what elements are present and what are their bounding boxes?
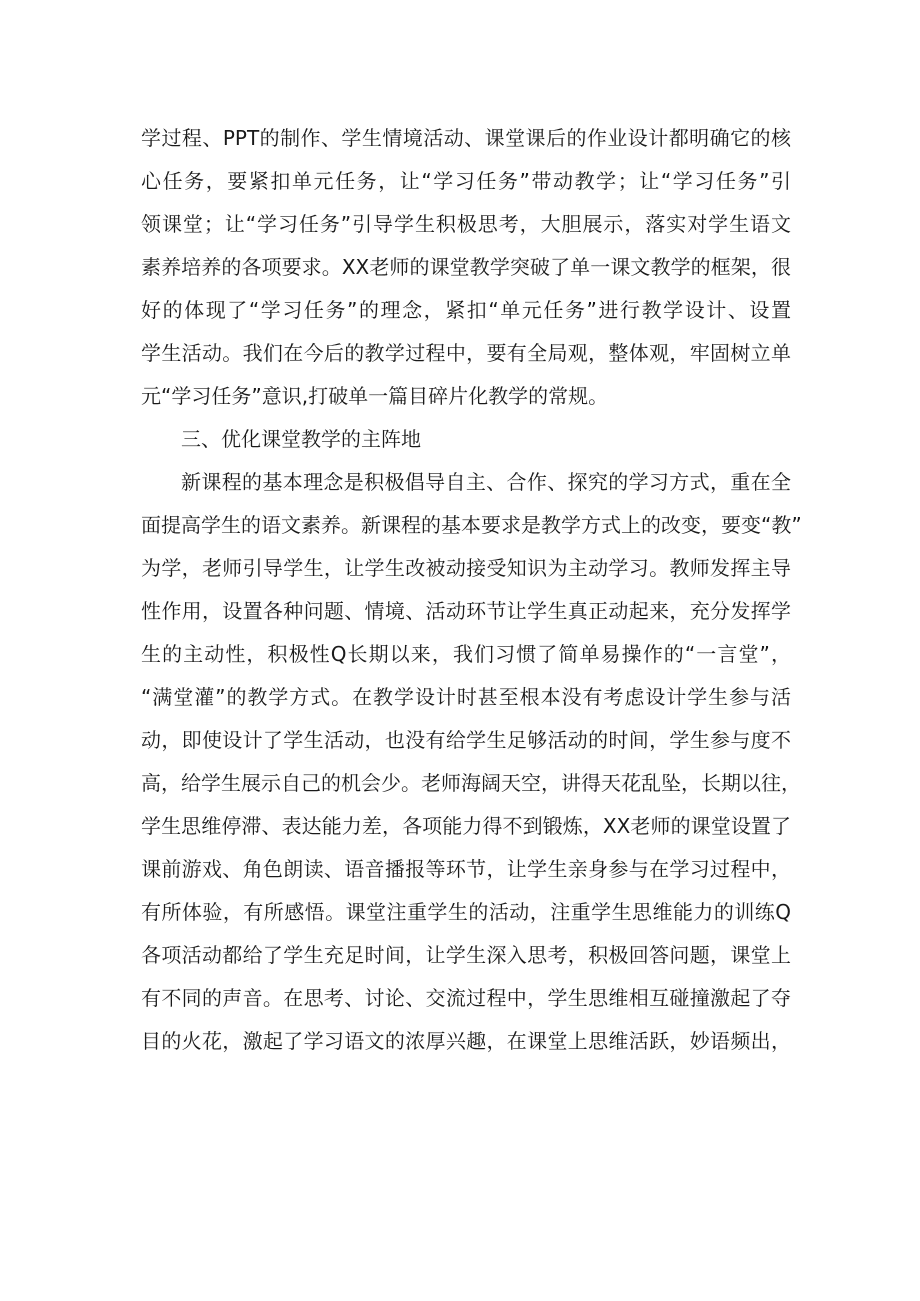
paragraph-line: 目的火花，激起了学习语文的浓厚兴趣，在课堂上思维活跃，妙语频出， xyxy=(141,1029,791,1053)
paragraph-line: 学生活动。我们在今后的教学过程中，要有全局观，整体观，牢固树立单 xyxy=(141,341,791,365)
paragraph-line: 领课堂；让“学习任务”引导学生积极思考，大胆展示，落实对学生语文 xyxy=(141,212,791,236)
section-heading: 三、优化课堂教学的主阵地 xyxy=(181,427,421,451)
paragraph-line: 元“学习任务”意识,打破单一篇目碎片化教学的常规。 xyxy=(141,384,609,408)
paragraph-line: 高，给学生展示自己的机会少。老师海阔天空，讲得天花乱坠，长期以往， xyxy=(141,771,801,795)
paragraph-line: 为学，老师引导学生，让学生改被动接受知识为主动学习。教师发挥主导 xyxy=(141,556,791,580)
paragraph-line: 学生思维停滞、表达能力差，各项能力得不到锻炼，XX老师的课堂设置了 xyxy=(141,814,791,838)
paragraph-line: 心任务，要紧扣单元任务，让“学习任务”带动教学；让“学习任务”引 xyxy=(141,169,791,193)
paragraph-line: 新课程的基本理念是积极倡导自主、合作、探究的学习方式，重在全 xyxy=(181,470,791,494)
paragraph-line: 生的主动性，积极性Q长期以来，我们习惯了简单易操作的“一言堂”， xyxy=(141,642,791,666)
paragraph-line: 课前游戏、角色朗读、语音播报等环节，让学生亲身参与在学习过程中， xyxy=(141,857,791,881)
paragraph-line: 动，即使设计了学生活动，也没有给学生足够活动的时间，学生参与度不 xyxy=(141,728,791,752)
paragraph-line: 性作用，设置各种问题、情境、活动环节让学生真正动起来，充分发挥学 xyxy=(141,599,791,623)
paragraph-line: 有不同的声音。在思考、讨论、交流过程中，学生思维相互碰撞激起了夺 xyxy=(141,986,791,1010)
paragraph-line: 素养培养的各项要求。XX老师的课堂教学突破了单一课文教学的框架，很 xyxy=(141,255,791,279)
paragraph-line: 有所体验，有所感悟。课堂注重学生的活动，注重学生思维能力的训练Q xyxy=(141,900,791,924)
paragraph-line: 学过程、PPT的制作、学生情境活动、课堂课后的作业设计都明确它的核 xyxy=(141,126,791,150)
paragraph-line: 各项活动都给了学生充足时间，让学生深入思考，积极回答问题，课堂上 xyxy=(141,943,791,967)
paragraph-line: 好的体现了“学习任务”的理念，紧扣“单元任务”进行教学设计、设置 xyxy=(141,298,791,322)
paragraph-line: “满堂灌”的教学方式。在教学设计时甚至根本没有考虑设计学生参与活 xyxy=(141,685,791,709)
paragraph-line: 面提高学生的语文素养。新课程的基本要求是教学方式上的改变，要变“教” xyxy=(141,513,802,537)
